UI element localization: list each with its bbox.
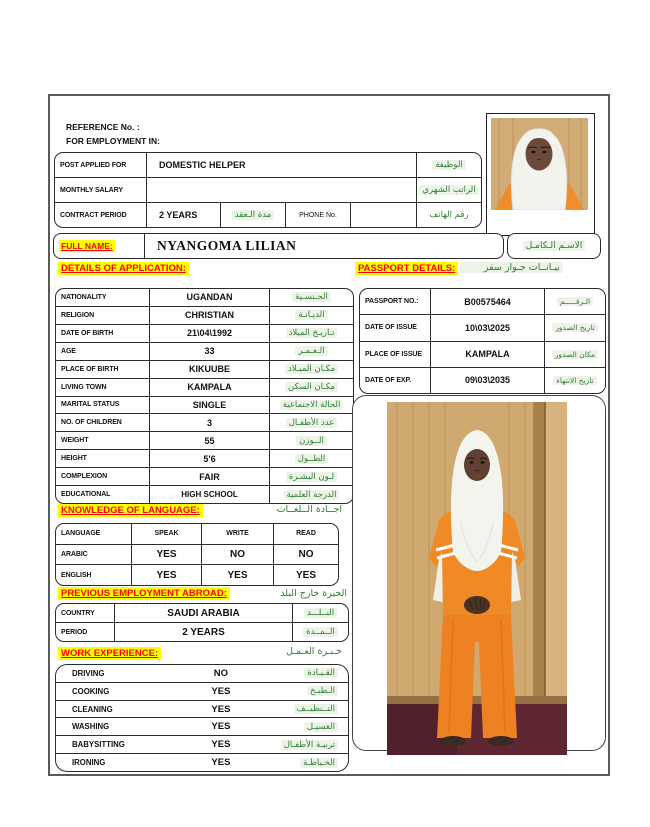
field-label-arabic: عدد الأطفـال: [269, 414, 353, 431]
field-label-arabic: الــوزن: [269, 432, 353, 449]
skill-label: COOKING: [72, 686, 110, 696]
field-value: HIGH SCHOOL: [149, 486, 269, 503]
field-label: DATE OF EXP.: [365, 376, 411, 384]
table-row: [56, 324, 353, 342]
work-experience-section-title-arabic: خـبـرة العـمـل: [286, 646, 342, 657]
passport-section-title-arabic: بيـانــات جـواز سفر: [460, 262, 563, 273]
field-value-arabic: مدة الـعقد: [220, 203, 285, 227]
table-row: [56, 342, 353, 360]
skill-label-arabic: الخـياطـة: [247, 758, 348, 768]
field-value: KAMPALA: [149, 379, 269, 396]
field-label: MARITAL STATUS: [61, 401, 120, 409]
field-label-arabic: البــلـــد: [292, 604, 348, 622]
field-value: 21\04\1992: [149, 325, 269, 342]
skill-value: YES: [211, 721, 231, 733]
field-label: EDUCATIONAL: [61, 491, 111, 499]
previous-employment-section-title: PREVIOUS EMPLOYMENT ABROAD:: [58, 587, 230, 600]
field-label: HEIGHT: [61, 455, 87, 463]
field-value: [146, 178, 416, 202]
field-label-arabic: مكـان السكن: [269, 379, 353, 396]
column-header: READ: [273, 524, 338, 544]
skill-label: IRONING: [72, 758, 106, 768]
applicant-portrait-photo: [486, 113, 595, 236]
field-value: UGANDAN: [149, 289, 269, 306]
write-value: NO: [201, 545, 273, 565]
field-label: RELIGION: [61, 311, 95, 319]
table-row: [56, 449, 353, 467]
table-header-row: [56, 524, 338, 544]
field-label: CONTRACT PERIOD: [60, 211, 127, 219]
skill-label-arabic: الـطبـخ: [247, 686, 348, 696]
field-label-arabic: لـون البشـرة: [269, 468, 353, 485]
table-row: [56, 754, 348, 771]
language-table: [55, 523, 339, 586]
table-row: [56, 701, 348, 719]
field-value: B00575464: [430, 289, 544, 314]
field-label: AGE: [61, 347, 76, 355]
field-label: COMPLEXION: [61, 473, 108, 481]
field-label-arabic: الراتب الشهري: [416, 178, 481, 202]
field-value: 2 YEARS: [146, 203, 220, 227]
language-section-title-arabic: اجــادة الــلغــات: [276, 504, 342, 515]
field-value: KAMPALA: [430, 342, 544, 367]
table-row: [56, 564, 338, 585]
field-label-arabic: تاريخ الانتهاء: [544, 368, 605, 393]
table-row: [360, 341, 605, 367]
language-name: ARABIC: [61, 551, 88, 558]
skill-label-arabic: القـيـادة: [247, 668, 348, 678]
field-label: PASSPORT NO.:: [365, 298, 419, 306]
full-name-value: NYANGOMA LILIAN: [157, 238, 297, 253]
field-label: POST APPLIED FOR: [60, 161, 127, 169]
table-row: [56, 431, 353, 449]
field-label: COUNTRY: [61, 609, 95, 617]
field-label-arabic: الحالة الاجتماعية: [269, 397, 353, 414]
post-applied-table: [54, 152, 482, 228]
field-label-arabic: تـاريـخ الميلاد: [269, 325, 353, 342]
applicant-full-body-photo: [387, 402, 567, 760]
read-value: YES: [273, 565, 338, 585]
skill-value: YES: [211, 703, 231, 715]
field-label: WEIGHT: [61, 437, 89, 445]
table-row: [56, 467, 353, 485]
work-experience-section-title: WORK EXPERIENCE:: [58, 647, 161, 660]
skill-value: NO: [213, 667, 229, 679]
column-header: LANGUAGE: [61, 530, 101, 538]
speak-value: YES: [131, 565, 201, 585]
field-label-arabic: الجـنسـية: [269, 289, 353, 306]
table-row: [360, 367, 605, 393]
table-row: [56, 736, 348, 754]
table-row: [56, 360, 353, 378]
work-experience-table: [55, 664, 349, 772]
full-name-label: FULL NAME:: [61, 241, 113, 251]
reference-no-label: REFERENCE No. :: [66, 122, 140, 132]
table-row: [55, 153, 481, 177]
write-value: YES: [201, 565, 273, 585]
table-row: [56, 665, 348, 683]
field-value: SAUDI ARABIA: [114, 604, 292, 622]
field-label: PLACE OF ISSUE: [365, 350, 422, 358]
skill-value: YES: [211, 757, 231, 769]
table-row: [56, 396, 353, 414]
field-label-arabic: تاريخ الصدور: [544, 315, 605, 340]
reference-block: [66, 120, 160, 148]
field-value: KIKUUBE: [149, 361, 269, 378]
previous-employment-table: [55, 603, 349, 642]
column-header: WRITE: [201, 524, 273, 544]
field-value: FAIR: [149, 468, 269, 485]
skill-label: BABYSITTING: [72, 740, 125, 750]
read-value: NO: [273, 545, 338, 565]
table-row: [56, 306, 353, 324]
field-value: 10\03\2025: [430, 315, 544, 340]
field-label-arabic: مكـان الميـلاد: [269, 361, 353, 378]
skill-label: CLEANING: [72, 704, 113, 714]
skill-label-arabic: الغسيـل: [247, 722, 348, 732]
previous-employment-section-title-arabic: الخبرة خارج البلد: [280, 588, 347, 599]
speak-value: YES: [131, 545, 201, 565]
field-label: DATE OF BIRTH: [61, 329, 114, 337]
phone-no-label: PHONE No.: [285, 203, 350, 227]
field-label-arabic: الوظيفة: [416, 153, 481, 177]
language-name: ENGLISH: [61, 571, 92, 579]
skill-label: DRIVING: [72, 668, 105, 678]
full-name-arabic-box: [507, 233, 601, 259]
skill-label-arabic: التــنظيــف: [247, 704, 348, 714]
table-row: [56, 289, 353, 306]
field-value: 55: [149, 432, 269, 449]
full-name-row: [53, 233, 504, 259]
field-value: CHRISTIAN: [149, 307, 269, 324]
field-label-arabic: الديـانـة: [269, 307, 353, 324]
field-label: PERIOD: [61, 628, 88, 636]
table-row: [56, 485, 353, 503]
field-label: NO. OF CHILDREN: [61, 419, 122, 427]
field-value: 5'6: [149, 450, 269, 467]
table-row: [55, 177, 481, 202]
passport-section-title: PASSPORT DETAILS:: [355, 262, 458, 275]
field-label-arabic: الدرجة العلمية: [269, 486, 353, 503]
field-label-arabic: الـرقـــــم: [544, 289, 605, 314]
field-label: PLACE OF BIRTH: [61, 365, 119, 373]
table-row: [56, 718, 348, 736]
field-value: 3: [149, 414, 269, 431]
phone-no-value: [350, 203, 416, 227]
field-label-arabic: الـعـمـر: [269, 343, 353, 360]
field-value: 09\03\2035: [430, 368, 544, 393]
skill-label: WASHING: [72, 722, 110, 732]
table-row: [56, 413, 353, 431]
field-label-arabic: مكان الصدور: [544, 342, 605, 367]
table-row: [360, 314, 605, 340]
field-label-arabic: الــمــدة: [292, 623, 348, 641]
field-label: MONTHLY SALARY: [60, 186, 123, 194]
full-name-label-arabic: الاسـم الـكامـل: [523, 241, 586, 251]
table-row: [56, 544, 338, 565]
field-label: LIVING TOWN: [61, 383, 107, 391]
bio-data-page: [48, 94, 610, 776]
passport-details-table: [359, 288, 606, 394]
details-of-application-table: [55, 288, 354, 504]
full-name-label-cell: [54, 234, 145, 258]
field-value: 2 YEARS: [114, 623, 292, 641]
field-value: 33: [149, 343, 269, 360]
full-body-photo-illustration: [387, 402, 567, 755]
table-row: [360, 289, 605, 314]
table-row: [56, 604, 348, 622]
employment-in-label: FOR EMPLOYMENT IN:: [66, 136, 160, 146]
table-row: [55, 202, 481, 227]
field-value: SINGLE: [149, 397, 269, 414]
skill-label-arabic: تربيـة الأطفـال: [247, 740, 348, 750]
skill-value: YES: [211, 685, 231, 697]
field-label-arabic: الطــول: [269, 450, 353, 467]
language-section-title: KNOWLEDGE OF LANGUAGE:: [58, 504, 203, 517]
field-label: NATIONALITY: [61, 293, 107, 301]
field-value: DOMESTIC HELPER: [146, 153, 416, 177]
column-header: SPEAK: [131, 524, 201, 544]
field-label-arabic: رقم الهاتف: [416, 203, 481, 227]
field-label: DATE OF ISSUE: [365, 324, 417, 332]
table-row: [56, 622, 348, 641]
skill-value: YES: [211, 739, 231, 751]
portrait-photo-illustration: [491, 118, 588, 210]
details-section-title: DETAILS OF APPLICATION:: [58, 262, 189, 275]
table-row: [56, 683, 348, 701]
table-row: [56, 378, 353, 396]
